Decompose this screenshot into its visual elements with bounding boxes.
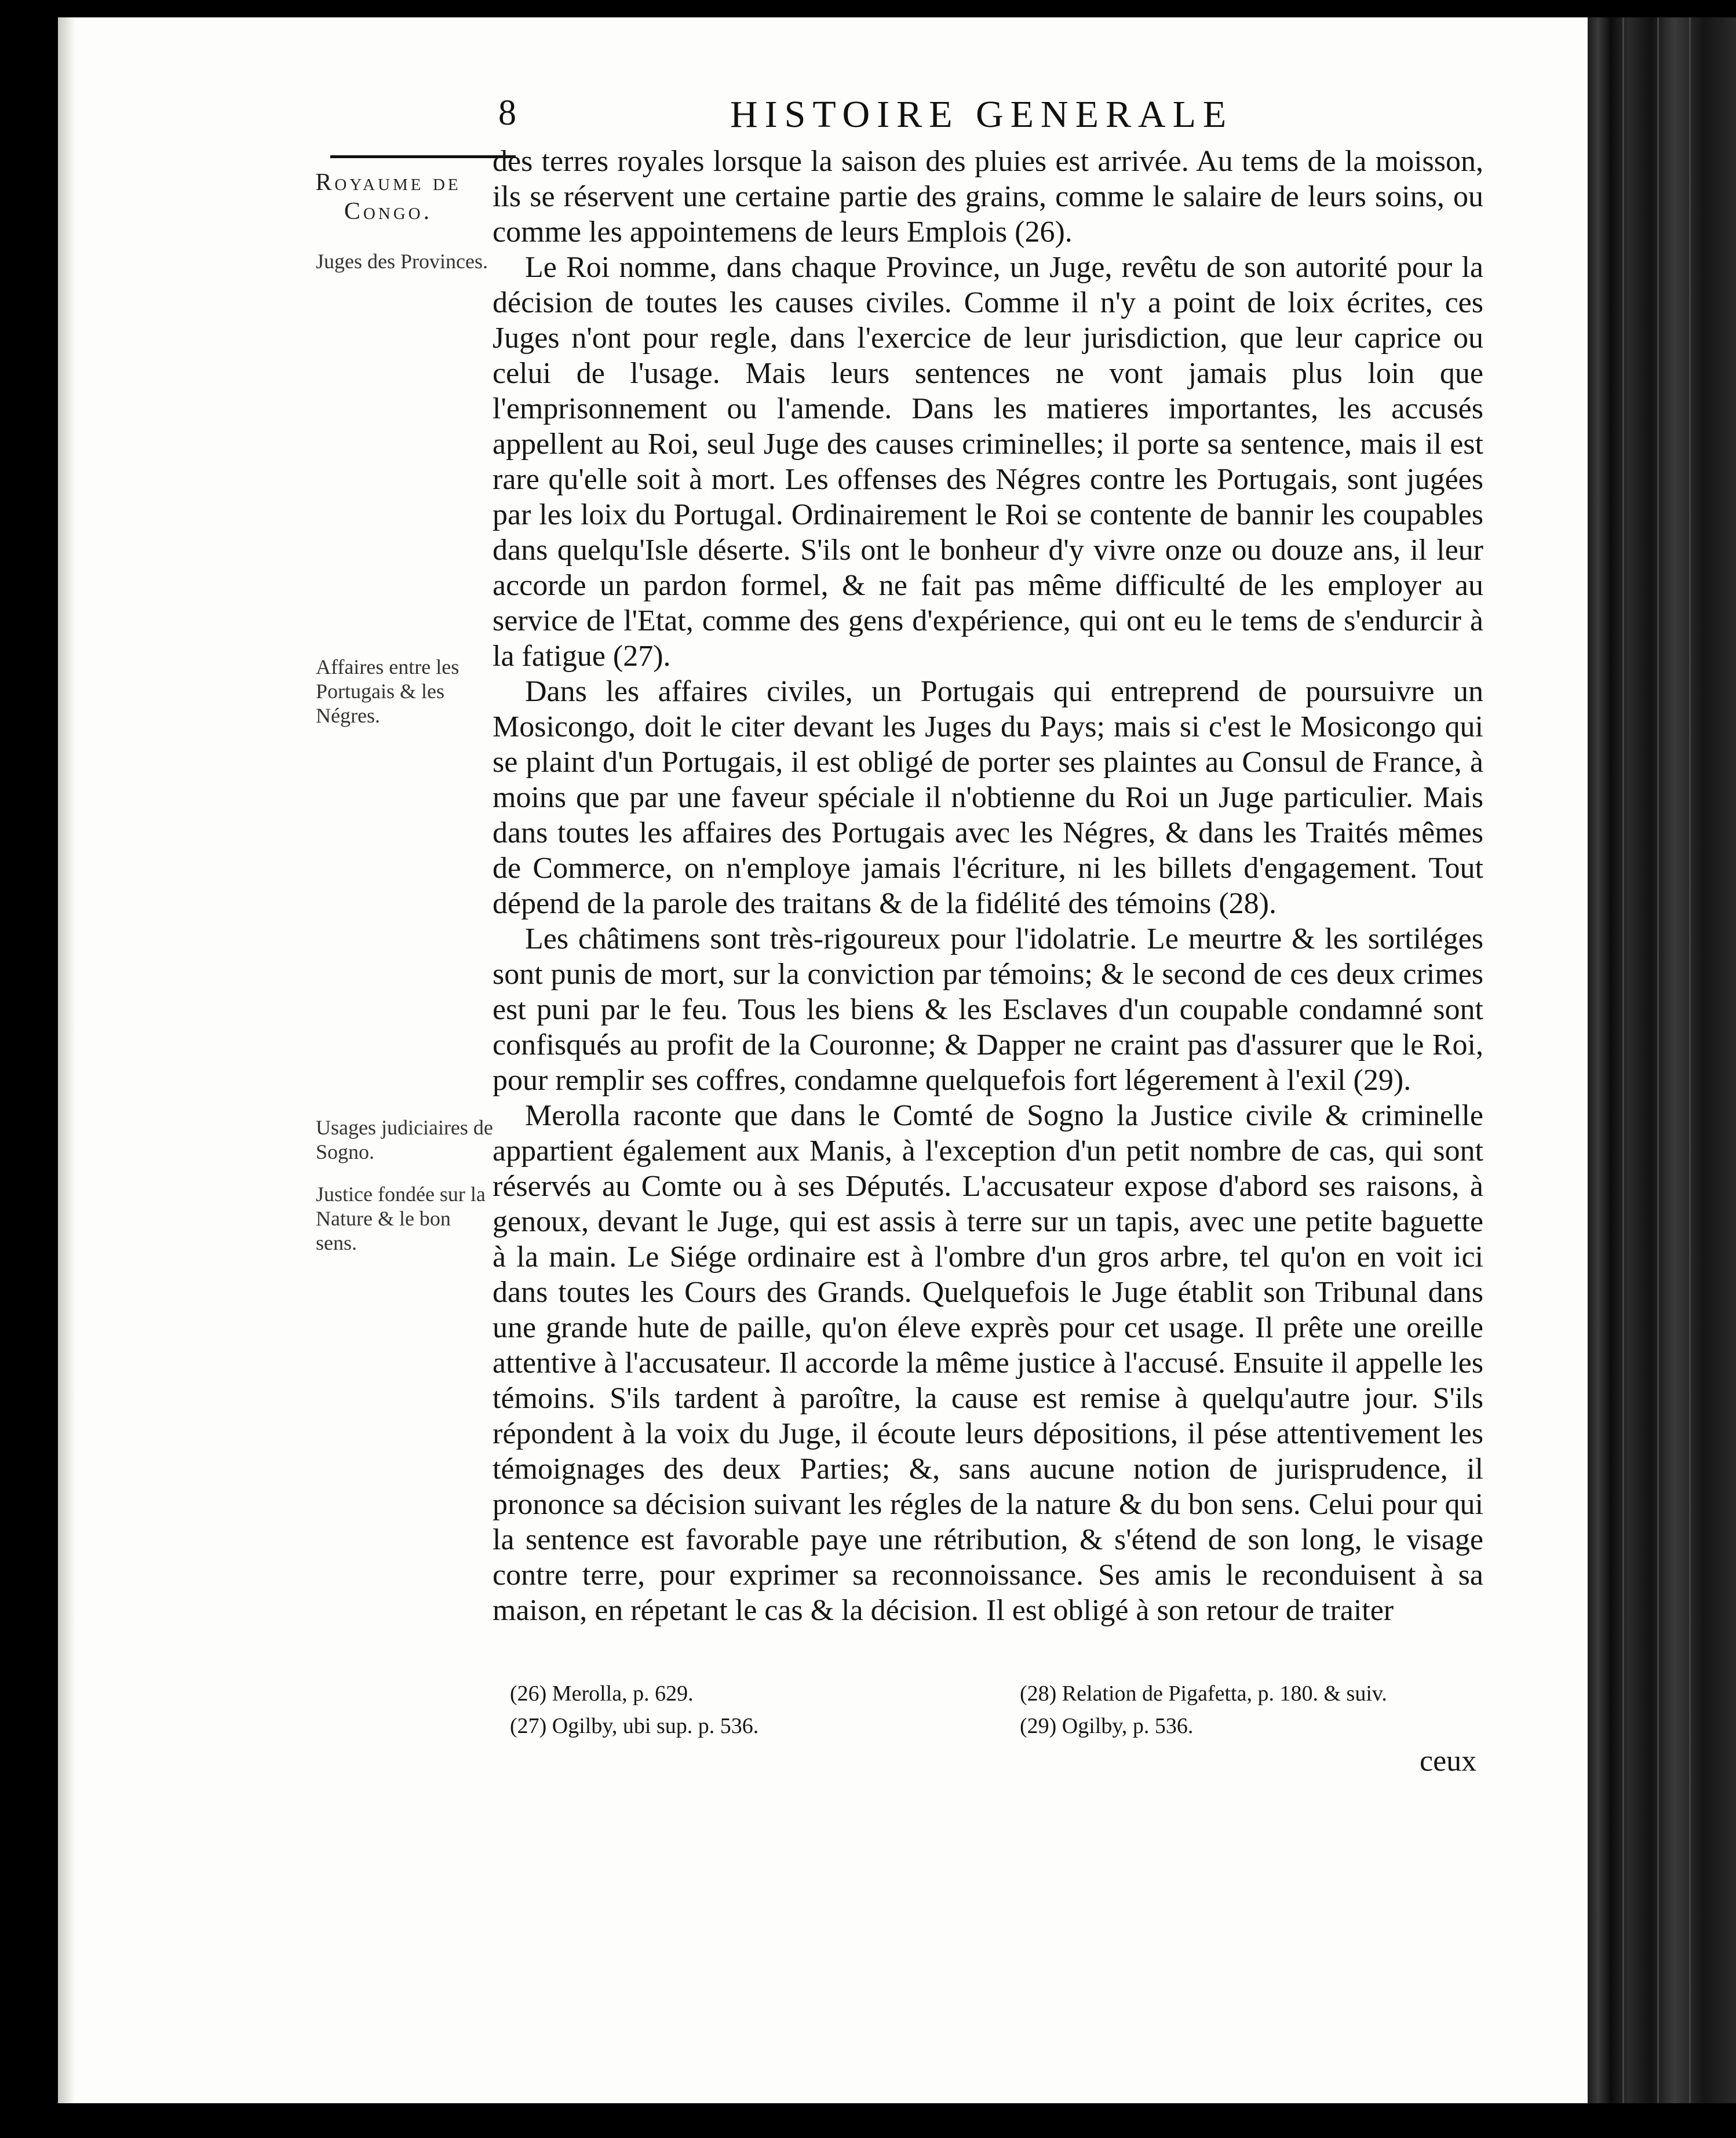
footnote: (29) Ogilby, p. 536. — [1020, 1714, 1194, 1738]
margin-note: Juges des Provinces. — [316, 250, 488, 273]
margin-section-title: Royaume de Congo. — [315, 169, 461, 225]
paragraph: Dans les affaires civiles, un Portugais qui entreprend de poursuivre un Mosicongo, doit le citer devant les Juges du Pays; mais si c'est le Mosicongo qui se plaint d'un Portugais, il est obligé de porter ses plaintes au Consul de France, à moins que par une faveur spéciale il n'obtienne du Roi un Juge particulier. Mais dans toutes les affaires des Portugais avec les Négres, & dans les Traités mêmes de Commerce, on n'employe jamais l'écriture, ni les billets d'engagement. Tout dépend de la parole des traitans & de la fidélité des témoins (28). — [493, 675, 1483, 920]
footnote: (27) Ogilby, ubi sup. p. 536. — [510, 1714, 759, 1738]
footnote: (28) Relation de Pigafetta, p. 180. & suiv. — [1020, 1681, 1387, 1706]
footnotes — [510, 1677, 1483, 1747]
catchword: ceux — [1420, 1745, 1477, 1778]
page-number: 8 — [498, 93, 516, 133]
margin-note: Affaires entre les Portugais & les Négres. — [316, 655, 459, 727]
footnotes-right — [1020, 1677, 1507, 1742]
paragraph: Les châtimens sont très-rigoureux pour l'idolatrie. Le meurtre & les sortiléges sont punis de mort, sur la conviction par témoins; & le second de ces deux crimes est puni par le feu. Tous les biens & les Esclaves d'un coupable condamné sont confisqués au profit de la Couronne; & Dapper ne craint pas d'assurer que le Roi, pour remplir ses coffres, condamne quelquefois fort légerement à l'exil (29). — [493, 922, 1483, 1097]
paragraph: des terres royales lorsque la saison des pluies est arrivée. Au tems de la moisson, ils se réservent une certaine partie des grains, comme le salaire de leurs soins, ou comme les appointemens de leurs Emplois (26). — [493, 145, 1483, 249]
margin-note: Usages judiciaires de Sogno. — [316, 1116, 493, 1163]
footnotes-left — [510, 1677, 997, 1742]
section-rule — [330, 155, 516, 158]
running-head — [498, 93, 1483, 145]
paragraph: Merolla raconte que dans le Comté de Sogno la Justice civile & criminelle appartient également aux Manis, à l'exception d'un petit nombre de cas, qui sont réservés au Comte ou à ses Députés. L'accusateur expose d'abord ses raisons, à genoux, devant le Juge, qui est assis à terre sur un tapis, avec une petite baguette à la main. Le Siége ordinaire est à l'ombre d'un gros arbre, tel qu'on en voit ici dans toutes les Cours des Grands. Quelquefois le Juge établit son Tribunal dans une grande hute de paille, qu'on éleve exprès pour cet usage. Il prête une oreille attentive à l'accusateur. Il accorde la même justice à l'accusé. Ensuite il appelle les témoins. S'ils tardent à paroître, la cause est remise à quelqu'autre jour. S'ils répondent à la voix du Juge, il écoute leurs dépositions, il pése attentivement les témoignages des deux Parties; &, sans aucune notion de jurisprudence, il prononce sa décision suivant les régles de la nature & du bon sens. Celui pour qui la sentence est favorable paye une rétribution, & s'étend de son long, le visage contre terre, pour exprimer sa reconnoissance. Ses amis le reconduisent à sa maison, en répetant le cas & la décision. Il est obligé à son retour de traiter — [493, 1099, 1483, 1627]
footnote: (26) Merolla, p. 629. — [510, 1681, 694, 1706]
main-text — [493, 144, 1483, 1628]
paragraph: Le Roi nomme, dans chaque Province, un Juge, revêtu de son autorité pour la décision de toutes les causes civiles. Comme il n'y a point de loix écrites, ces Juges n'ont pour regle, dans l'exercice de leur jurisdiction, que leur caprice ou celui de l'usage. Mais leurs sentences ne vont jamais plus loin que l'emprisonnement ou l'amende. Dans les matieres importantes, les accusés appellent au Roi, seul Juge des causes criminelles; il porte sa sentence, mais il est rare qu'elle soit à mort. Les offenses des Négres contre les Portugais, sont jugées par les loix du Portugal. Ordinairement le Roi se contente de bannir les coupables dans quelqu'Isle déserte. S'ils ont le bonheur d'y vivre onze ou douze ans, il leur accorde un pardon formel, & ne fait pas même difficulté de les employer au service de l'Etat, comme des gens d'expérience, qui ont eu le tems de s'endurcir à la fatigue (27). — [493, 251, 1483, 673]
gutter-shadow — [58, 17, 75, 2103]
page-fore-edge — [1588, 17, 1736, 2103]
header-title: HISTOIRE GENERALE — [730, 93, 1234, 136]
margin-note: Justice fondée sur la Nature & le bon sens. — [316, 1183, 486, 1254]
